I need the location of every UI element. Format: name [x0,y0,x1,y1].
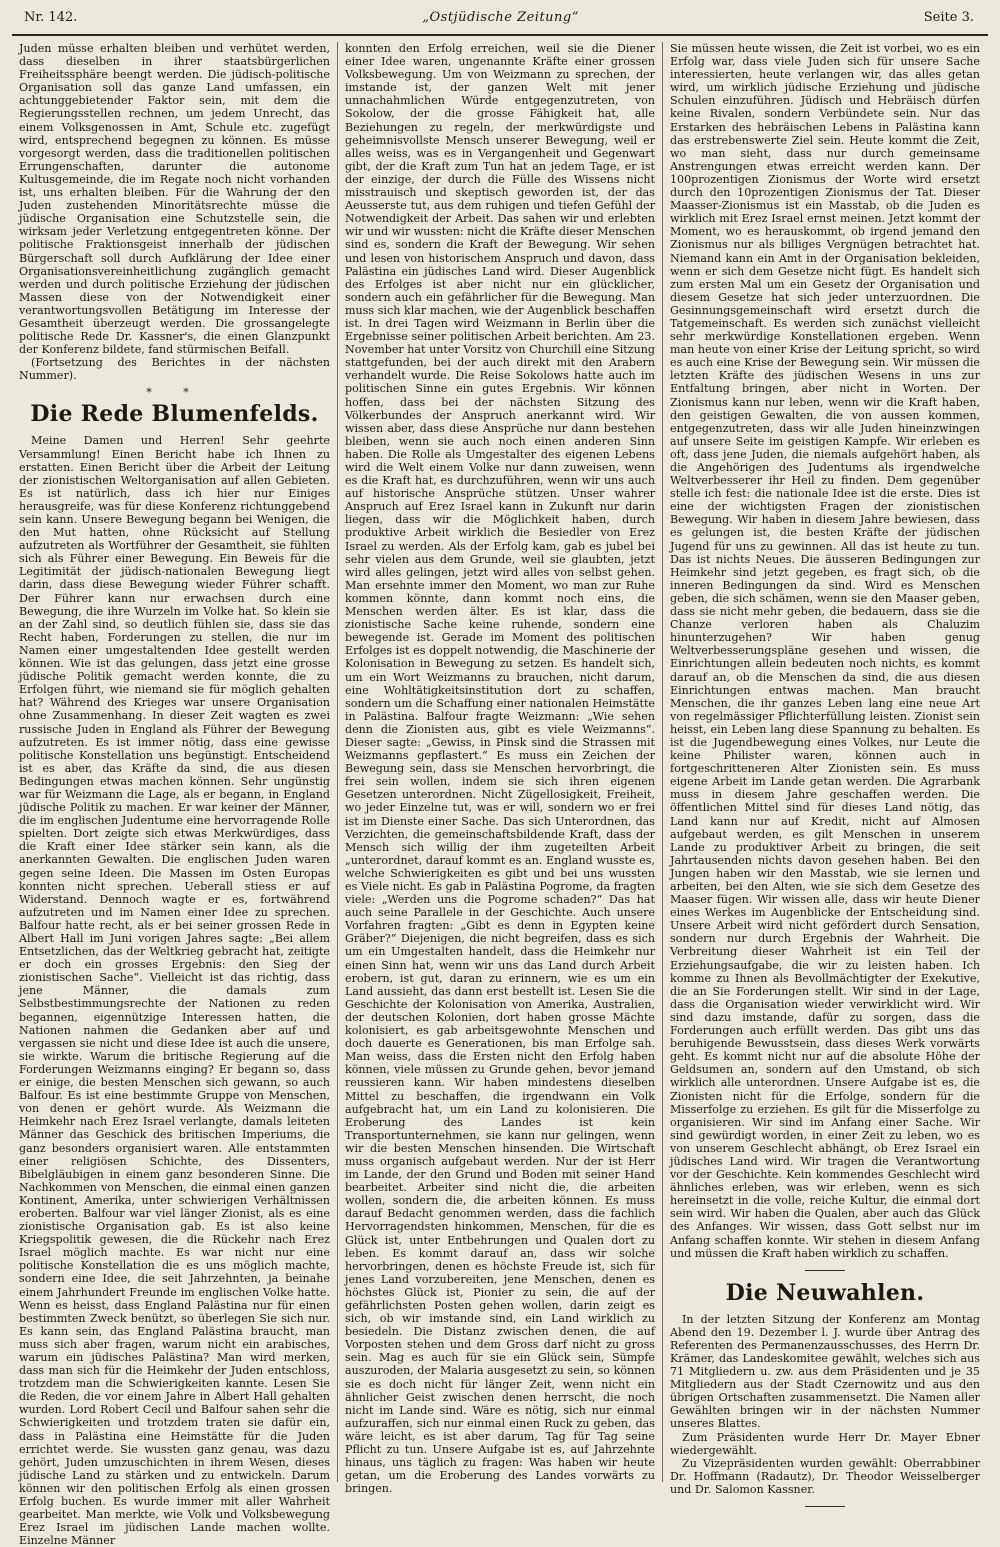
article-paragraph: Zu Vizepräsidenten wurden gewählt: Oberrabbiner Dr. Hoffmann (Radautz), Dr. Theodor Weisselberger und Dr. Salomon Kassner. [670,1456,980,1496]
end-divider [805,1506,845,1507]
headline-blumenfeld: Die Rede Blumenfelds. [30,401,319,428]
paper-name: „Ostjüdische Zeitung“ [422,10,579,25]
headline-neuwahlen: Die Neuwahlen. [725,1279,925,1306]
article-paragraph: konnten den Erfolg erreichen, weil sie die Diener einer Idee waren, ungenannte Kräfte einer grossen Volksbewegung. Um von Weizmann zu sprechen, der imstande ist, der ganzen Welt mit jener unnachahmlichen Würde entgegenzutreten, von Sokolow, der die grosse Fähigkeit hat, alle Beziehungen zu regeln, der merkwürdigste und geheimnisvollste Mensch unserer Bewegung, weil er alles weiss, was es in Vergangenheit und Gegenwart gibt, der die Kraft zum Tun hat an jedem Tage, er ist der einzige, der durch die Fülle des Wissens nicht misstrauisch und skeptisch geworden ist, der das Aeusserste tut, aus dem ruhigen und tiefen Gefühl der Notwendigkeit der Arbeit. Das sahen wir und erlebten wir und wir wussten: nicht die Kräfte dieser Menschen sind es, sondern die Kraft der Bewegung. Wir sehen und lesen von historischem Anspruch und davon, dass Palästina ein jüdisches Land wird. Dieser Augenblick des Erfolges ist aber nicht nur ein glücklicher, sondern auch ein gefährlicher für die Bewegung. Man muss sich klar machen, wie der Augenblick beschaffen ist. In drei Tagen wird Weizmann in Berlin über die Ergebnisse seiner politischen Arbeit berichten. Am 23. November hat unter Vorsitz von Churchill eine Sitzung stattgefunden, bei der auch direkt mit den Arabern verhandelt wurde. Die Reise Sokolows hatte auch im politischen Sinne ein gutes Ergebnis. Wir können hoffen, dass bei der nächsten Sitzung des Völkerbundes der Anspruch anerkannt wird. Wir wissen aber, dass diese Ansprüche nur dann bestehen bleiben, wenn sie auch noch einen anderen Sinn haben. Die Rolle als Umgestalter des eigenen Lebens wird die Welt einem Volke nur dann zuweisen, wenn es die Kraft hat, es durchzuführen, wenn wir uns auch auf historische Ansprüche stützen. Unser wahrer Anspruch auf Erez Israel kann in Zukunft nur darin liegen, dass wir die Möglichkeit haben, durch produktive Arbeit wirklich die Besiedler von Erez Israel zu werden. Als der Erfolg kam, gab es jubel bei sehr vielen aus dem Grunde, weil sie glaubten, jetzt wird alles gelingen, jetzt wird alles von selbst gehen. Man ersehnte immer den Moment, wo man zur Ruhe kommen könnte, dann kommt noch eins, die Menschen werden älter. Es ist klar, dass die zionistische Sache keine ruhende, sondern eine bewegende ist. Gerade im Moment des politischen Erfolges ist es doppelt notwendig, die Maschinerie der Kolonisation in Bewegung zu setzen. Es handelt sich, um ein Wort Weizmanns zu brauchen, nicht darum, eine Wohltätigkeitsinstitution dort zu schaffen, sondern um die Schaffung einer nationalen Heimstätte in Palästina. Balfour fragte Weizmann: „Wie sehen denn die Zionisten aus, gibt es viele Weizmanns“. Dieser sagte: „Gewiss, in Pinsk sind die Strassen mit Weizmanns gepflastert.“ Es muss ein Zeichen der Bewegung sein, dass sie Menschen hervorbringt, die frei sein wollen, indem sie sich ihren eigenen Gesetzen unterordnen. Nicht Zügellosigkeit, Freiheit, wo jeder Einzelne tut, was er will, sondern wo er frei ist im Dienste einer Sache. Das sich Unterordnen, das Verzichten, die gemeinschaftsbildende Kraft, dass der Mensch sich willig der ihm zugeteilten Arbeit „unterordnet, darauf kommt es an. England wusste es, welche Schwierigkeiten es gibt und bei uns wussten es Viele nicht. Es gab in Palästina Pogrome, da fragten viele: „Werden uns die Pogrome schaden?“ Das hat auch seine Parallele in der Geschichte. Auch unsere Vorfahren fragten: „Gibt es denn in Egypten keine Gräber?“ Diejenigen, die nicht begreifen, dass es sich um ein Umgestalten handelt, dass die Heimkehr nur einen Sinn hat, wenn wir uns das Land durch Arbeit erobern, ist gut, daran zu erinnern, wie es um ein Land aussieht, das dann erst bestellt ist. Lesen Sie die Geschichte der Kolonisation von Amerika, Australien, der deutschen Kolonien, dort haben grosse Mächte kolonisiert, es gab arbeitsgewohnte Menschen und doch dauerte es Generationen, bis man Erfolge sah. Man weiss, dass die Ersten nicht den Erfolg haben können, viele müssen zu Grunde gehen, bevor jemand reussieren kann. Wir haben mindestens dieselben Mittel zu beschaffen, die irgendwann ein Volk aufgebracht hat, um ein Land zu kolonisieren. Die Eroberung des Landes ist kein Transportunternehmen, sie kann nur gelingen, wenn wir die besten Menschen hinsenden. Die Wirtschaft muss organisch aufgebaut werden. Nur der ist Herr im Lande, der den Grund und Boden mit seiner Hand bearbeitet. Arbeiter sind nicht die, die arbeiten wollen, sondern die, die arbeiten können. Es muss darauf Bedacht genommen werden, dass die fachlich Hervorragendsten hinkommen, Menschen, für die es Glück ist, unter Entbehrungen und Qualen dort zu leben. Es kommt darauf an, dass wir solche hervorbringen, denen es höchste Freude ist, sich für jenes Land vorzubereiten, jene Menschen, denen es höchstes Glück ist, Pionier zu sein, die auf der gefährlichsten Posten gehen wollen, darin zeigt es sich, ob wir imstande sind, ein Land wirklich zu besiedeln. Die Distanz zwischen denen, die auf Vorposten stehen und dem Gross darf nicht zu gross sein. Mag es auch für sie ein Glück sein, Sümpfe auszuroden, der Malaria ausgesetzt zu sein, so können sie es doch nicht für länger Zeit, wenn nicht ein ähnlicher Geist zwischen denen herrscht, die noch nicht im Lande sind. Wäre es nötig, sich nur einmal aufzuraffen, sich nur einmal einen Ruck zu geben, das wäre leicht, es ist aber darum, Tag für Tag seine Pflicht zu tun. Unsere Aufgabe ist es, auf Jahrzehnte hinaus, uns täglich zu fragen: Was haben wir heute getan, um die Eroberung des Landes vorwärts zu bringen. [345,42,655,1496]
column-1 [12,42,337,1547]
column-3 [662,42,987,1496]
article-paragraph: Zum Präsidenten wurde Herr Dr. Mayer Ebner wiedergewählt. [670,1430,980,1457]
article-paragraph: In der letzten Sitzung der Konferenz am Montag Abend den 19. Dezember l. J. wurde über Antrag des Referenten des Permanenzausschusses, des Herrn Dr. Krämer, das Landeskomitee gewählt, welches sich aus 71 Mitgliedern u. zw. aus dem Präsidenten und je 35 Mitgliedern aus der Stadt Czernowitz und aus den übrigen Ortschaften zusammensetzt. Die Namen aller Gewählten bringen wir in der nächsten Nummer unseres Blattes. [670,1312,980,1431]
article-paragraph: Juden müsse erhalten bleiben und verhütet werden, dass dieselben in ihrer staatsbürgerlichen Freiheitssphäre beengt werden. Die jüdisch-politische Organisation soll das ganze Land umfassen, ein achtunggebietender Faktor sein, mit dem die Regierungsstellen rechnen, um jedem Unrecht, das einem Volksgenossen in Amt, Schule etc. zugefügt wird, entsprechend begegnen zu können. Es müsse vorgesorgt werden, dass die traditionellen politischen Errungenschaften, darunter die autonome Kultusgemeinde, die im Regate noch nicht vorhanden ist, uns erhalten bleiben. Für die Wahrung der den Juden zustehenden Minoritätsrechte müsse die jüdische Organisation eine Schutzstelle sein, die wirksam jeder Verletzung entgegentreten könne. Der politische Fraktionsgeist innerhalb der jüdischen Bürgerschaft soll durch Aufklärung der Idee einer Organisationsvereinheitlichung zugänglich gemacht werden und durch politische Erziehung der jüdischen Massen diese von der Notwendigkeit einer verantwortungsvollen Betätigung im Interesse der Gesamtheit überzeugt werden. Die grossangelegte politische Rede Dr. Kassner's, die einen Glanzpunkt der Konferenz bildete, fand stürmischen Beifall. [19,42,330,357]
columns [12,42,988,1547]
divider [805,1270,845,1271]
masthead [12,10,988,36]
issue-number: Nr. 142. [24,10,78,25]
article-paragraph: Meine Damen und Herren! Sehr geehrte Versammlung! Einen Bericht habe ich Ihnen zu erstatten. Einen Bericht über die Arbeit der Leitung der zionistischen Weltorganisation auf allen Gebieten. Es ist natürlich, dass ich hier nur Einiges herausgreife, was für diese Konferenz richtunggebend sein kann. Unsere Bewegung begann bei Wenigen, die den Mut hatten, ohne Rücksicht auf Stellung aufzutreten als Wortführer der Gesamtheit, sie fühlten sich als Führer einer Bewegung. Ein Beweis für die Legitimität der jüdisch-nationalen Bewegung liegt darin, dass diese Bewegung wieder Führer schafft. Der Führer kann nur erwachsen durch eine Bewegung, die ihre Wurzeln im Volke hat. So klein sie an der Zahl sind, so deutlich fühlen sie, dass sie das Recht haben, Forderungen zu stellen, die nur im Namen einer umgestaltenden Idee gestellt werden können. Wie ist das gelungen, dass jetzt eine grosse jüdische Politik gemacht werden konnte, die zu Erfolgen führt, wie niemand sie für möglich gehalten hat? Während des Krieges war unsere Organisation ohne Zusammenhang. In dieser Zeit wagten es zwei russische Juden in England als Führer der Bewegung aufzutreten. Es ist immer nötig, dass eine gewisse politische Konstellation uns begünstigt. Entscheidend ist es aber, das Kräfte da sind, die aus diesen Bedingungen etwas machen können. Sehr ungünstig war für Weizmann die Lage, als er begann, in England jüdische Politik zu machen. Er war keiner der Männer, die im englischen Judentume eine hervorragende Rolle spielten. Dort zeigte sich etwas Merkwürdiges, dass die Kraft einer Idee stärker sein kann, als die anerkannten Gewalten. Die englischen Juden waren gegen seine Ideen. Die Massen im Osten Europas konnten nicht sprechen. Ueberall stiess er auf Widerstand. Dennoch wagte er es, fortwährend aufzutreten und im Namen einer Idee zu sprechen. Balfour hatte recht, als er bei seiner grossen Rede in Albert Hall im Juni vorigen Jahres sagte: „Bei allem Entsetzlichen, das der Weltkrieg gebracht hat, zeitigte er doch ein grosses Ergebnis: den Sieg der zionistischen Sache“. Vielleicht ist das richtig, dass jene Männer, die damals zum Selbstbestimmungsrechte der Nationen zu reden begannen, eigennützige Interessen hatten, die Nationen nahmen die Gedanken aber auf und vergassen sie nicht und diese Idee ist auch die unsere, sie wirkte. Warum die britische Regierung auf die Forderungen Weizmanns einging? Er begann so, dass er einige, die besten Menschen sich gewann, so auch Balfour. Es ist eine bestimmte Gruppe von Menschen, von denen er gehört wurde. Als Weizmann die Heimkehr nach Erez Israel verlangte, damals leiteten Männer das Geschick des britischen Imperiums, die ganz besonders organisiert waren. Alle entstammten einer religiösen Schichte, des Dissenters, Bibelgläubigen in einem ganz besonderen Sinne. Die Nachkommen von Menschen, die einmal einen ganzen Kontinent, Amerika, unter schwierigen Verhältnissen eroberten. Balfour war viel länger Zionist, als es eine zionistische Organisation gab. Es ist also keine Kriegspolitik gewesen, die die Rückehr nach Erez Israel möglich machte. Es war nicht nur eine politische Konstellation die es uns möglich machte, sondern eine Idee, die seit Jahrzehnten, ja beinahe einem Jahrhundert Freunde im englischen Volke hatte. Wenn es heisst, dass England Palästina nur für einen bestimmten Zweck benützt, so überlegen Sie sich nur. Es kann sein, das England Palästina braucht, man muss sich aber fragen, warum nicht ein arabisches, warum ein jüdisches Palästina? Man wird merken, dass man sich für die Heimkehr der Juden entschloss, trotzdem man die Schwierigkeiten kannte. Lesen Sie die Reden, die vor einem Jahre in Albert Hall gehalten wurden. Lord Robert Cecil und Balfour sahen sehr die Schwierigkeiten und trotzdem traten sie dafür ein, dass in Palästina eine Heimstätte für die Juden errichtet werde. Sie wussten ganz genau, was dazu gehört, Juden umzuschichten in ihrem Wesen, dieses jüdische Land zu stärken und zu entwickeln. Darum können wir den politischen Erfolg als einen grossen Erfolg buchen. Es wurde immer mit aller Wahrheit gearbeitet. Man merkte, wie Volk und Volksbewegung Erez Israel im jüdischen Lande machen wollte. Einzelne Männer [19,434,330,1547]
section-separator: * * [146,386,203,400]
page-number: Seite 3. [923,10,974,25]
article-paragraph: Sie müssen heute wissen, die Zeit ist vorbei, wo es ein Erfolg war, dass viele Juden sich für unsere Sache interessierten, heute verlangen wir, das alles getan wird, um wirklich jüdische Erziehung und jüdische Schulen einzuführen. Jüdisch und Hebräisch dürfen keine Rivalen, sondern Verbündete sein. Nur das Erstarken des hebräischen Lebens in Palästina kann das erstrebenswerte Ziel sein. Heute kommt die Zeit, wo man sieht, dass nur durch gemeinsame Anstrengungen etwas erreicht werden kann. Der 100prozentigen Zionismus der Worte wird ersetzt durch den 10prozentigen Zionismus der Tat. Dieser Maasser-Zionismus ist ein Masstab, ob die Juden es wirklich mit Erez Israel ernst meinen. Jetzt kommt der Moment, wo es herauskommt, ob irgend jemand den Zionismus nur als billiges Vergnügen betrachtet hat. Niemand kann ein Amt in der Organisation bekleiden, wenn er sich dem Gesetze nicht fügt. Es handelt sich zum ersten Mal um ein Gesetz der Organisation und diesem Gesetze hat sich jeder unterzuordnen. Die Gesinnungsgemeinschaft wird ersetzt durch die Tatgemeinschaft. Es werden sich zunächst vielleicht sehr merkwürdige Konstellationen ergeben. Wenn man heute von einer Krise der Leitung spricht, so wird es auch eine Krise der Bewegung sein. Wir müssen die letzten Kräfte des jüdischen Wesens in uns zur Entfaltung bringen, aber nicht in Worten. Der Zionismus kann nur leben, wenn wir die Kraft haben, den geistigen Gewalten, die von aussen kommen, entgegenzutreten, dass wir alle Juden hineinzwingen auf unsere Seite im geistigen Kampfe. Wir erleben es oft, dass jene Juden, die niemals aufgehört haben, als die Angehörigen des Judentums als irgendwelche Weltverbesserer ihr Heil zu finden. Dem gegenüber stelle ich fest: die nationale Idee ist die erste. Dies ist eine der wichtigsten Fragen der zionistischen Bewegung. Wir haben in diesem Jahre bewiesen, dass es gelungen ist, die besten Kräfte der jüdischen Jugend für uns zu gewinnen. All das ist heute zu tun. Das ist nichts Neues. Die äusseren Bedingungen zur Heimkehr sind jetzt gegeben, es fragt sich, ob die inneren Bedingungen da sind. Wird es Menschen geben, die sich schämen, wenn sie den Maaser geben, dass sie nicht mehr geben, die bedauern, dass sie die Chanze verloren haben als Chaluzim hinunterzugehen? Wir haben genug Weltverbesserungspläne gesehen und wissen, die Einrichtungen allein bedeuten noch nichts, es kommt darauf an, ob die Menschen da sind, die aus diesen Einrichtungen entwas machen. Man braucht Menschen, die ihr ganzes Leben lang eine neue Art von regelmässiger Pflichterfüllung leisten. Zionist sein heisst, ein Leben lang diese Spannung zu behalten. Es ist die Jugendbewegung eines Volkes, nur Leute die keine Philister waren, können auch in fortgeschritteneren Alter Zionisten sein. Es muss eigene Arbeit im Lande getan werden. Die Agrarbank muss in diesem Jahre geschaffen werden. Die öffentlichen Mittel sind für dieses Land nötig, das Land kann nur auf Kredit, nicht auf Almosen aufgebaut werden, es gilt Menschen in unserem Lande zu produktiver Arbeit zu bringen, die seit Jahrtausenden nichts davon gesehen haben. Bei den Jungen haben wir den Masstab, wie sie lernen und arbeiten, bei den Alten, wie sie sich dem Gesetze des Maaser fügen. Wir wissen alle, dass wir heute Diener eines Werkes im Augenblicke der Entscheidung sind. Unsere Arbeit wird nicht gefördert durch Sensation, sondern nur durch Ergebnis der Wahrheit. Die Verbreitung dieser Wahrheit ist ein Teil der Erziehungsaufgabe, die wir zu leisten haben. Ich komme zu Ihnen als Bevollmächtigter der Exekutive, die an Sie Forderungen stellt. Wir sind in der Lage, dass die Organisation wieder verwirklicht wird. Wir sind dazu imstande, dafür zu sorgen, dass die Forderungen auch erfüllt werden. Das gibt uns das beruhigende Bewusstsein, dass dieses Werk vorwärts geht. Es kommt nicht nur auf die absolute Höhe der Geldsumen an, sondern auf den Umstand, ob sich wirklich alle unterordnen. Unsere Aufgabe ist es, die Zionisten nicht für die Erfolge, sondern für die Misserfolge zu erziehen. Es gilt für die Misserfolge zu organisieren. Wir sind im Anfang einer Sache. Wir sind gewürdigt worden, in einer Zeit zu leben, wo es von unserem Geschlecht abhängt, ob Erez Israel ein jüdisches Land wird. Wir tragen die Verantwortung vor der Geschichte. Kein kommendes Geschlecht wird ähnliches erleben, was wir erleben, wenn es sich hereinsetzt in die volle, reiche Kultur, die einmal dort sein wird. Wir haben die Qualen, aber auch das Glück des Anfanges. Wir wissen, dass Gott selbst nur im Anfang schaffen konnte. Wir stehen in diesem Anfang und müssen die Kraft haben wirklich zu schaffen. [670,42,980,1260]
continuation-note: (Fortsetzung des Berichtes in der nächsten Nummer). [19,356,330,383]
column-2 [337,42,662,1496]
